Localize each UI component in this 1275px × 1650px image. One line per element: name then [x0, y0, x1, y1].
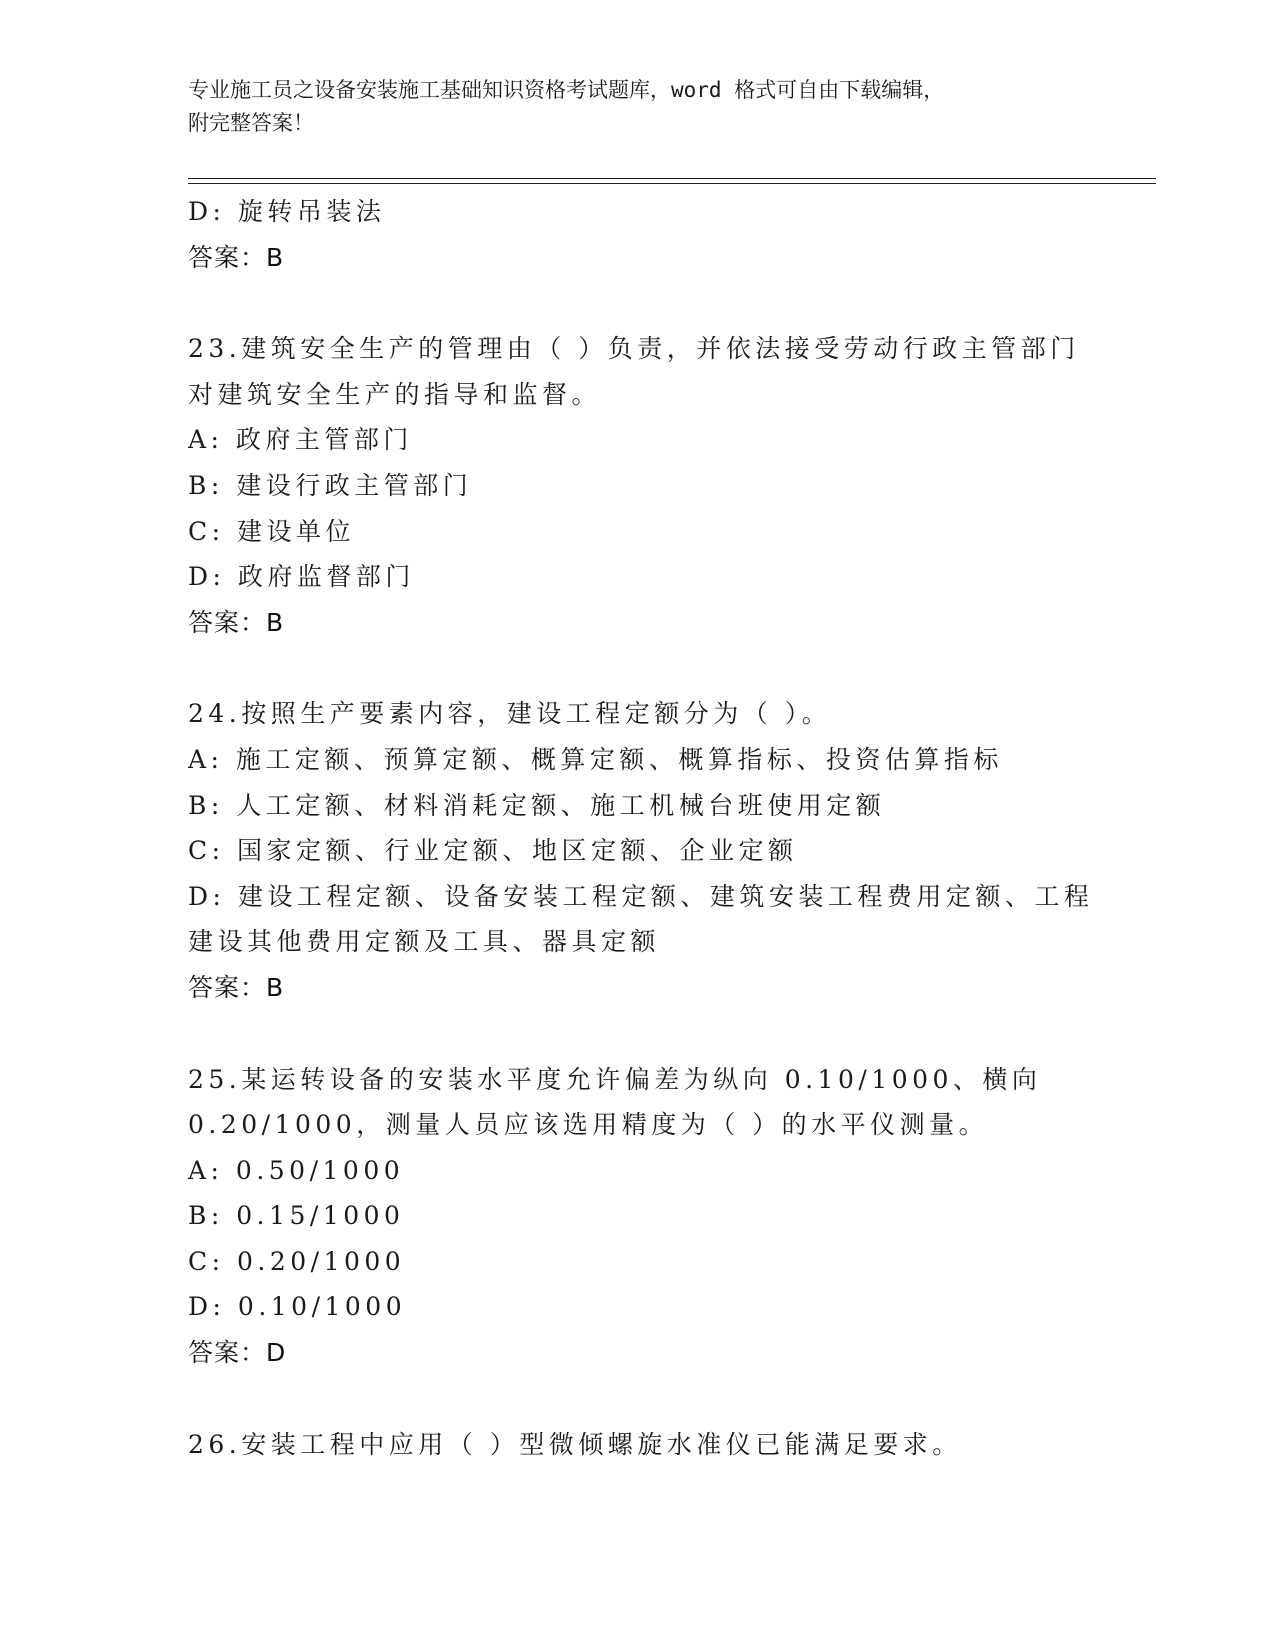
option-a: A: 0.50/1000 [188, 1155, 405, 1185]
document-header [188, 74, 1068, 140]
question-22-tail [188, 189, 1088, 280]
question-stem: 26.安装工程中应用（ ）型微倾螺旋水准仪已能满足要求。 [188, 1429, 962, 1459]
answer-line: 答案：B [188, 972, 285, 1002]
spacer [188, 1376, 1088, 1422]
question-stem: 25.某运转设备的安装水平度允许偏差为纵向 0.10/1000、横向 [188, 1064, 1042, 1094]
spacer [188, 280, 1088, 326]
option-c: C: 0.20/1000 [188, 1246, 406, 1276]
option-b: B: 人工定额、材料消耗定额、施工机械台班使用定额 [188, 790, 886, 820]
option-d: D: 旋转吊装法 [188, 197, 386, 226]
option-c: C: 建设单位 [188, 516, 355, 546]
option-c: C: 国家定额、行业定额、地区定额、企业定额 [188, 836, 798, 866]
question-list [188, 189, 1094, 1467]
header-line-1: 专业施工员之设备安装施工基础知识资格考试题库，word 格式可自由下载编辑， [188, 78, 945, 102]
option-b: B: 0.15/1000 [188, 1201, 405, 1231]
question-25 [188, 1057, 1088, 1376]
spacer [188, 1011, 1088, 1057]
question-stem-continued: 0.20/1000，测量人员应该选用精度为（ ）的水平仪测量。 [188, 1110, 989, 1140]
question-23 [188, 326, 1088, 645]
question-24 [188, 691, 1094, 1010]
question-stem: 23.建筑安全生产的管理由（ ）负责，并依法接受劳动行政主管部门 [188, 334, 1080, 364]
header-divider-top [188, 178, 1156, 179]
option-d-continued: 建设其他费用定额及工具、器具定额 [188, 927, 661, 957]
question-stem: 24.按照生产要素内容，建设工程定额分为（ ）。 [188, 699, 832, 729]
option-b: B: 建设行政主管部门 [188, 470, 473, 500]
option-a: A: 施工定额、预算定额、概算定额、概算指标、投资估算指标 [188, 744, 1003, 774]
header-line-2: 附完整答案！ [188, 111, 314, 135]
option-d: D: 政府监督部门 [188, 562, 415, 592]
option-d: D: 建设工程定额、设备安装工程定额、建筑安装工程费用定额、工程 [188, 881, 1094, 911]
spacer [188, 645, 1088, 691]
answer-line: 答案：D [188, 1338, 287, 1368]
header-divider-bottom [188, 183, 1156, 184]
option-d: D: 0.10/1000 [188, 1292, 407, 1322]
question-stem-continued: 对建筑安全生产的指导和监督。 [188, 379, 602, 409]
option-a: A: 政府主管部门 [188, 425, 413, 455]
question-26 [188, 1422, 1088, 1468]
answer-line: 答案：B [188, 242, 285, 272]
answer-line: 答案：B [188, 607, 285, 637]
